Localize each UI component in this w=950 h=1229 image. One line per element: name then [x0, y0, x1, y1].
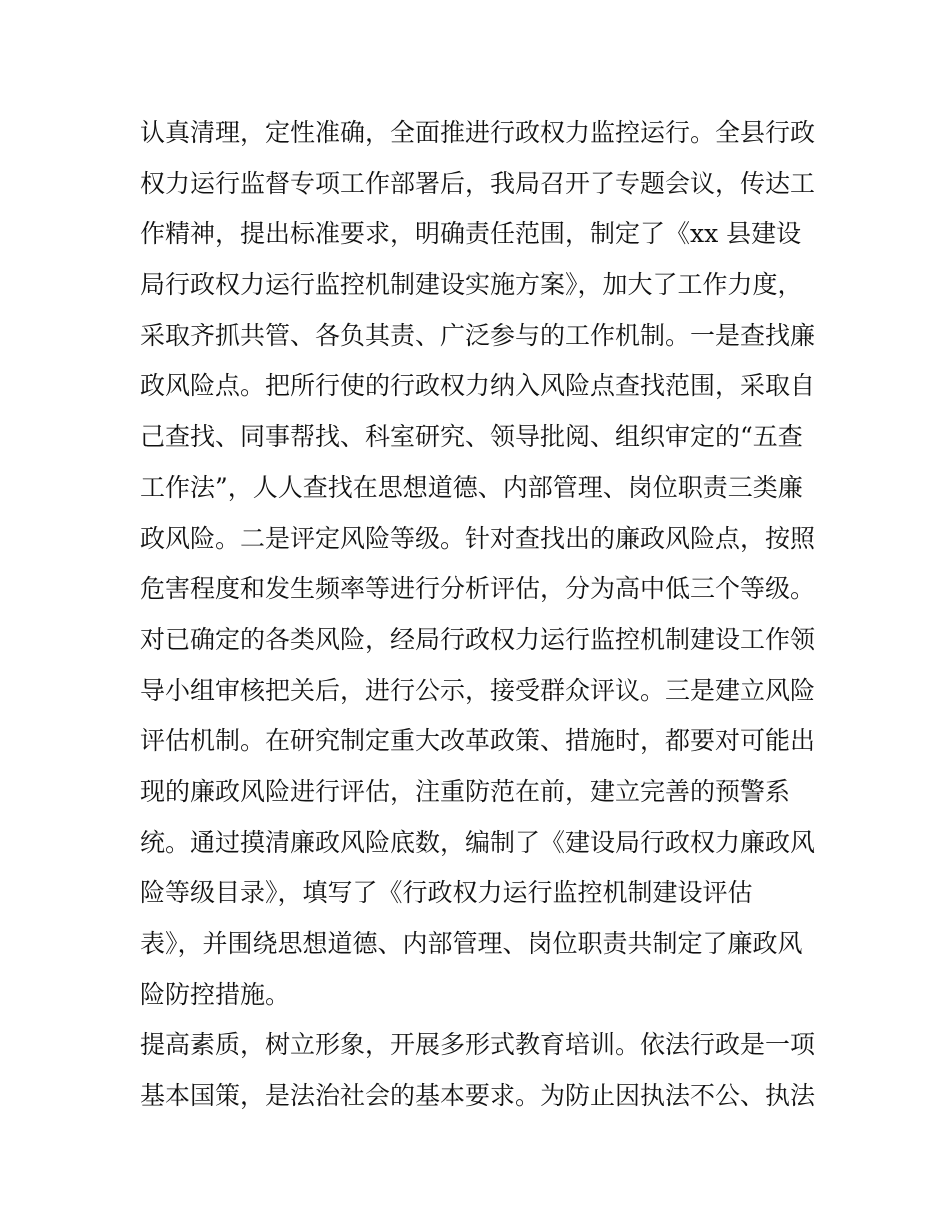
- text-line: 统。通过摸清廉政风险底数，编制了《建设局行政权力廉政风: [140, 827, 816, 857]
- text-line: 工作法”，人人查找在思想道德、内部管理、岗位职责三类廉: [140, 472, 803, 502]
- text-line: 作精神，提出标准要求，明确责任范围，制定了《xx 县建设: [140, 219, 802, 249]
- text-line: 险防控措施。: [140, 979, 291, 1009]
- text-line: 己查找、同事帮找、科室研究、领导批阅、组织审定的“五查: [140, 422, 803, 452]
- text-line: 采取齐抓共管、各负其责、广泛参与的工作机制。一是查找廉: [140, 320, 816, 350]
- text-line: 危害程度和发生频率等进行分析评估，分为高中低三个等级。: [140, 574, 816, 604]
- text-line: 权力运行监督专项工作部署后，我局召开了专题会议，传达工: [140, 168, 816, 198]
- body-text: [140, 108, 820, 1122]
- text-line: 政风险点。把所行使的行政权力纳入风险点查找范围，采取自: [140, 371, 816, 401]
- text-line: 基本国策，是法治社会的基本要求。为防止因执法不公、执法: [140, 1081, 816, 1111]
- text-line: 现的廉政风险进行评估，注重防范在前，建立完善的预警系: [140, 776, 791, 806]
- text-line: 认真清理，定性准确，全面推进行政权力监控运行。全县行政: [140, 118, 816, 147]
- text-line: 局行政权力运行监控机制建设实施方案》，加大了工作力度，: [140, 270, 803, 300]
- text-line: 评估机制。在研究制定重大改革政策、措施时，都要对可能出: [140, 726, 816, 756]
- text-line: 导小组审核把关后，进行公示，接受群众评议。三是建立风险: [140, 675, 816, 705]
- text-line: 表》，并围绕思想道德、内部管理、岗位职责共制定了廉政风: [140, 929, 803, 958]
- text-line: 对已确定的各类风险，经局行政权力运行监控机制建设工作领: [140, 624, 816, 654]
- text-line: 险等级目录》，填写了《行政权力运行监控机制建设评估: [140, 878, 753, 908]
- text-line: 政风险。二是评定风险等级。针对查找出的廉政风险点，按照: [140, 523, 816, 553]
- text-line: 提高素质，树立形象，开展多形式教育培训。依法行政是一项: [140, 1030, 816, 1060]
